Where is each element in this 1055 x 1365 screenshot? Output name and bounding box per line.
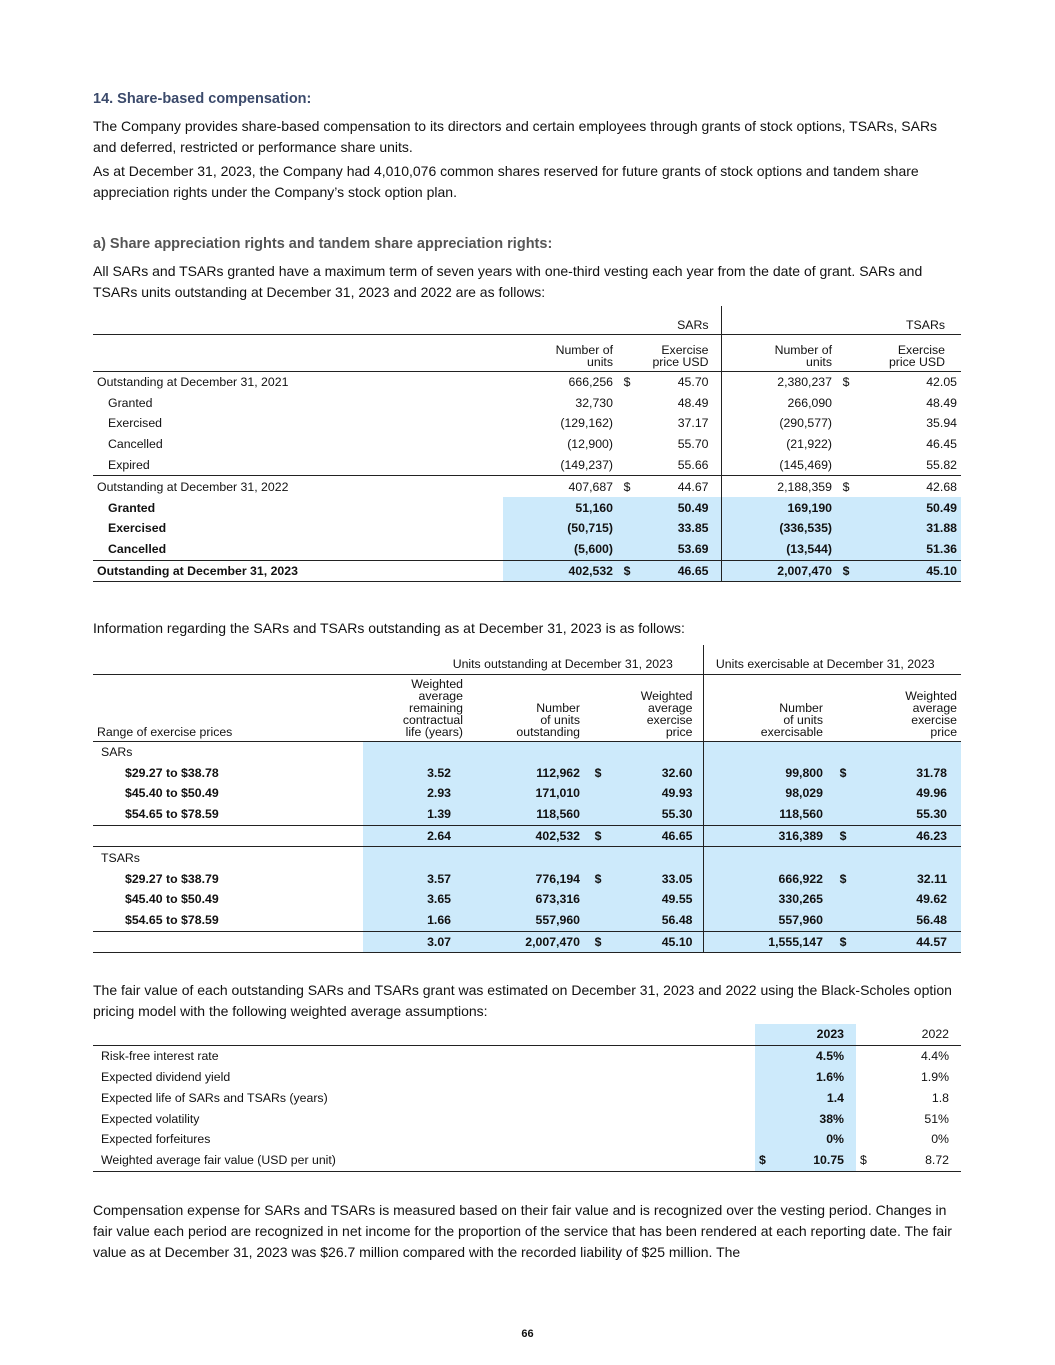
table-row xyxy=(93,392,961,413)
table-row xyxy=(93,762,961,783)
value-2022: 4.4% xyxy=(920,1049,949,1064)
units-exercisable: 557,960 xyxy=(703,910,833,931)
sars-price: 37.17 xyxy=(677,416,709,431)
table-row xyxy=(93,476,961,497)
value-2022: 51% xyxy=(924,1111,949,1126)
intro-paragraph-1: The Company provides share-based compensation to its directors and certain employees through grants of stock options, TSARs, SARs and deferred, restricted or performance share units. xyxy=(93,118,938,155)
range-label: $29.27 to $38.79 xyxy=(125,871,219,886)
fair-value-paragraph: The fair value of each outstanding SARs and TSARs grant was estimated on December 31, 2023 and 2022 using the Black-Scholes option pricing model with the following weighted average assumptions: xyxy=(93,982,952,1019)
section-label: TSARs xyxy=(101,850,140,865)
dollar-sign xyxy=(588,910,608,931)
units-exercisable: 316,389 xyxy=(703,825,833,847)
sars-price: 33.85 xyxy=(637,518,721,539)
units-outstanding: 673,316 xyxy=(473,889,588,910)
dollar-sign xyxy=(833,910,853,931)
wap-outstanding-header: Weighted average exercise price xyxy=(608,674,703,741)
tsars-price: 42.05 xyxy=(926,374,957,389)
price-outstanding: 56.48 xyxy=(608,910,703,931)
tsars-units: 2,188,359 xyxy=(721,476,836,497)
sars-price: 44.67 xyxy=(637,476,721,497)
sars-price: 50.49 xyxy=(637,497,721,518)
sars-units: (5,600) xyxy=(503,539,617,560)
sars-price: 53.69 xyxy=(637,539,721,560)
units-exercisable-group-header: Units exercisable at December 31, 2023 xyxy=(703,645,961,674)
units-outstanding: 171,010 xyxy=(473,783,588,804)
outstanding-exercisable-table xyxy=(93,645,961,953)
dollar-sign xyxy=(588,889,608,910)
remaining-life: 1.66 xyxy=(363,910,473,931)
price-outstanding: 46.65 xyxy=(608,825,703,847)
units-outstanding: 402,532 xyxy=(473,825,588,847)
value-2023: 0% xyxy=(771,1129,856,1150)
tsars-dollar-sign xyxy=(836,434,856,455)
price-exercisable: 44.57 xyxy=(853,931,961,953)
assumption-label: Expected life of SARs and TSARs (years) xyxy=(101,1090,328,1105)
value-2022: 0% xyxy=(931,1132,949,1147)
units-outstanding: 112,962 xyxy=(473,762,588,783)
range-header: Range of exercise prices xyxy=(93,674,363,741)
table-row xyxy=(93,1067,961,1088)
sars-units: (50,715) xyxy=(503,518,617,539)
page-number: 66 xyxy=(521,1328,534,1340)
dollar-sign xyxy=(588,804,608,825)
dollar-sign xyxy=(833,889,853,910)
row-label: Outstanding at December 31, 2023 xyxy=(93,560,503,582)
row-label: Outstanding at December 31, 2021 xyxy=(97,374,289,389)
dollar-sign: $ xyxy=(588,868,608,889)
value-2022: 1.8 xyxy=(931,1090,949,1105)
value-2022: 1.9% xyxy=(920,1069,949,1084)
table-row xyxy=(93,1150,961,1171)
tsars-price: 46.45 xyxy=(926,437,957,452)
range-label: $29.27 to $38.78 xyxy=(125,765,219,780)
tsars-units: (21,922) xyxy=(721,434,836,455)
dollar-sign xyxy=(856,1129,871,1150)
tsars-units-header: Number of units xyxy=(721,334,836,371)
dollar-sign: $ xyxy=(588,825,608,847)
year-2022-header: 2022 xyxy=(871,1024,961,1045)
units-exercisable: 98,029 xyxy=(703,783,833,804)
price-outstanding: 49.93 xyxy=(608,783,703,804)
table-row xyxy=(93,455,961,476)
sars-price-header: Exercise price USD xyxy=(637,334,721,371)
price-exercisable: 49.62 xyxy=(853,889,961,910)
tsars-units: (13,544) xyxy=(721,539,836,560)
sars-units: 32,730 xyxy=(575,395,613,410)
table-row xyxy=(93,1087,961,1108)
table-row xyxy=(93,1108,961,1129)
value-2023: 10.75 xyxy=(771,1150,856,1171)
tsars-units: 169,190 xyxy=(721,497,836,518)
dollar-sign xyxy=(755,1067,771,1088)
tsars-dollar-sign: $ xyxy=(836,560,856,582)
dollar-sign xyxy=(588,783,608,804)
wap-exercisable-header: Weighted average exercise price xyxy=(853,674,961,741)
sars-price: 55.66 xyxy=(637,455,721,476)
row-label: Cancelled xyxy=(108,437,163,452)
units-outstanding-header: Number of units outstanding xyxy=(473,674,588,741)
units-exercisable-header: Number of units exercisable xyxy=(703,674,833,741)
assumption-label: Weighted average fair value (USD per unit) xyxy=(93,1150,755,1171)
row-label: Exercised xyxy=(108,416,162,431)
sars-units: (149,237) xyxy=(503,455,617,476)
subsection-heading: a) Share appreciation rights and tandem share appreciation rights: xyxy=(93,236,553,252)
dollar-sign: $ xyxy=(833,825,853,847)
total-label xyxy=(93,825,363,847)
sars-dollar-sign xyxy=(617,518,637,539)
section-heading: 14. Share-based compensation: xyxy=(93,91,312,107)
value-2023: 1.6% xyxy=(771,1067,856,1088)
sars-dollar-sign xyxy=(617,455,637,476)
units-outstanding: 118,560 xyxy=(473,804,588,825)
units-exercisable: 1,555,147 xyxy=(703,931,833,953)
total-row xyxy=(93,931,961,953)
price-outstanding: 49.55 xyxy=(608,889,703,910)
sars-dollar-sign: $ xyxy=(623,374,631,389)
sars-dollar-sign xyxy=(617,539,637,560)
section-row xyxy=(93,847,961,868)
units-outstanding: 557,960 xyxy=(473,910,588,931)
assumption-label: Risk-free interest rate xyxy=(101,1049,219,1064)
units-exercisable: 118,560 xyxy=(703,804,833,825)
sars-dollar-sign xyxy=(617,497,637,518)
tsars-price-header: Exercise price USD xyxy=(856,334,961,371)
price-outstanding: 55.30 xyxy=(608,804,703,825)
sars-units-header: Number of units xyxy=(503,334,617,371)
assumption-label: Expected forfeitures xyxy=(101,1132,211,1147)
table-row xyxy=(93,804,961,825)
tsars-price: 50.49 xyxy=(856,497,961,518)
tsars-units: 2,380,237 xyxy=(721,371,836,392)
sars-units: 666,256 xyxy=(568,374,613,389)
table-row xyxy=(93,518,961,539)
sars-dollar-sign: $ xyxy=(617,476,637,497)
units-exercisable: 666,922 xyxy=(703,868,833,889)
tsars-price: 55.82 xyxy=(856,455,961,476)
row-label: Granted xyxy=(108,500,156,515)
dollar-sign xyxy=(856,1045,871,1066)
tsars-units: (290,577) xyxy=(721,413,836,434)
value-2023: 4.5% xyxy=(771,1045,856,1066)
info-paragraph: Information regarding the SARs and TSARs outstanding as at December 31, 2023 is as follows: xyxy=(93,620,685,636)
units-exercisable: 99,800 xyxy=(703,762,833,783)
price-exercisable: 49.96 xyxy=(853,783,961,804)
compensation-paragraph: Compensation expense for SARs and TSARs is measured based on their fair value and is recognized over the vesting period. Changes in fair value each period are recognized in net income for the proportion of the service that has been rendered at each reporting date. The fair value as at December 31, 2023 was $26.7 million compared with the recorded liability of $25 million. The xyxy=(93,1202,952,1260)
range-label: $54.65 to $78.59 xyxy=(125,913,219,928)
row-label: Cancelled xyxy=(93,539,503,560)
dollar-sign xyxy=(755,1129,771,1150)
subsection-paragraph: All SARs and TSARs granted have a maximum term of seven years with one-third vesting each year from the date of grant. SARs and TSARs units outstanding at December 31, 2023 and 2022 are as follows: xyxy=(93,263,923,300)
sars-price: 45.70 xyxy=(677,374,709,389)
section-row xyxy=(93,741,961,762)
dollar-sign xyxy=(856,1087,871,1108)
remaining-life: 2.93 xyxy=(363,783,473,804)
table-row xyxy=(93,434,961,455)
sars-dollar-sign xyxy=(617,392,637,413)
sars-dollar-sign xyxy=(617,434,637,455)
table-row xyxy=(93,783,961,804)
tsars-units: 2,007,470 xyxy=(721,560,836,582)
tsars-dollar-sign xyxy=(836,413,856,434)
range-label: $54.65 to $78.59 xyxy=(125,807,219,822)
tsars-units: 266,090 xyxy=(721,392,836,413)
table-row xyxy=(93,371,961,392)
dollar-sign xyxy=(856,1067,871,1088)
tsars-dollar-sign xyxy=(836,455,856,476)
sars-units: (129,162) xyxy=(560,416,613,431)
dollar-sign: $ xyxy=(588,762,608,783)
units-outstanding-group-header: Units outstanding at December 31, 2023 xyxy=(363,645,703,674)
sars-group-header: SARs xyxy=(637,306,721,334)
tsars-group-header: TSARs xyxy=(856,306,961,334)
sars-dollar-sign xyxy=(617,413,637,434)
sars-price: 48.49 xyxy=(677,395,709,410)
total-row xyxy=(93,825,961,847)
sars-price: 55.70 xyxy=(677,437,709,452)
row-label: Granted xyxy=(108,395,153,410)
table-row xyxy=(93,1129,961,1150)
units-exercisable: 330,265 xyxy=(703,889,833,910)
tsars-units: (336,535) xyxy=(721,518,836,539)
price-exercisable: 32.11 xyxy=(853,868,961,889)
dollar-sign: $ xyxy=(588,931,608,953)
price-outstanding: 45.10 xyxy=(608,931,703,953)
assumptions-table xyxy=(93,1024,961,1172)
intro-paragraph-2: As at December 31, 2023, the Company had 4,010,076 common shares reserved for future grants of stock options and tandem share appreciation rights under the Company’s stock option plan. xyxy=(93,163,919,200)
units-outstanding: 2,007,470 xyxy=(473,931,588,953)
tsars-dollar-sign: $ xyxy=(836,476,856,497)
dollar-sign: $ xyxy=(833,868,853,889)
units-outstanding: 776,194 xyxy=(473,868,588,889)
price-exercisable: 31.78 xyxy=(853,762,961,783)
tsars-units: (145,469) xyxy=(721,455,836,476)
tsars-price: 35.94 xyxy=(926,416,957,431)
tsars-dollar-sign xyxy=(836,539,856,560)
row-label: Outstanding at December 31, 2022 xyxy=(93,476,503,497)
dollar-sign xyxy=(755,1087,771,1108)
tsars-price: 31.88 xyxy=(856,518,961,539)
price-exercisable: 46.23 xyxy=(853,825,961,847)
price-exercisable: 56.48 xyxy=(853,910,961,931)
dollar-sign: $ xyxy=(856,1150,871,1171)
table-row xyxy=(93,497,961,518)
year-2023-header: 2023 xyxy=(771,1024,856,1045)
dollar-sign xyxy=(755,1108,771,1129)
tsars-price: 51.36 xyxy=(856,539,961,560)
table-row xyxy=(93,868,961,889)
tsars-dollar-sign xyxy=(836,497,856,518)
dollar-sign xyxy=(833,804,853,825)
table-row xyxy=(93,1045,961,1066)
table-row xyxy=(93,560,961,582)
sars-units: 407,687 xyxy=(503,476,617,497)
sars-units: (12,900) xyxy=(567,437,613,452)
assumption-label: Expected dividend yield xyxy=(101,1069,231,1084)
row-label: Expired xyxy=(93,455,503,476)
value-2023: 38% xyxy=(771,1108,856,1129)
remaining-life: 1.39 xyxy=(363,804,473,825)
table-row xyxy=(93,889,961,910)
sars-price: 46.65 xyxy=(637,560,721,582)
table-row xyxy=(93,539,961,560)
table-row xyxy=(93,413,961,434)
remaining-life: 3.57 xyxy=(363,868,473,889)
section-label: SARs xyxy=(101,744,133,759)
remaining-life: 3.07 xyxy=(363,931,473,953)
sars-tsars-continuity-table xyxy=(93,306,961,582)
remaining-life: 2.64 xyxy=(363,825,473,847)
dollar-sign xyxy=(856,1108,871,1129)
assumption-label: Expected volatility xyxy=(101,1111,200,1126)
tsars-dollar-sign xyxy=(836,518,856,539)
price-exercisable: 55.30 xyxy=(853,804,961,825)
tsars-price: 48.49 xyxy=(926,395,957,410)
sars-dollar-sign: $ xyxy=(617,560,637,582)
dollar-sign: $ xyxy=(833,762,853,783)
range-label: $45.40 to $50.49 xyxy=(125,786,219,801)
tsars-price: 45.10 xyxy=(856,560,961,582)
value-2023: 1.4 xyxy=(771,1087,856,1108)
sars-units: 51,160 xyxy=(503,497,617,518)
table-row xyxy=(93,910,961,931)
value-2022: 8.72 xyxy=(871,1150,961,1171)
price-outstanding: 32.60 xyxy=(608,762,703,783)
dollar-sign xyxy=(833,783,853,804)
tsars-price: 42.68 xyxy=(856,476,961,497)
tsars-dollar-sign xyxy=(836,392,856,413)
sars-units: 402,532 xyxy=(503,560,617,582)
range-label: $45.40 to $50.49 xyxy=(125,892,219,907)
remaining-life: 3.65 xyxy=(363,889,473,910)
tsars-dollar-sign: $ xyxy=(842,374,850,389)
dollar-sign: $ xyxy=(755,1150,771,1171)
row-label: Exercised xyxy=(108,521,167,536)
price-outstanding: 33.05 xyxy=(608,868,703,889)
total-label xyxy=(93,931,363,953)
remaining-life: 3.52 xyxy=(363,762,473,783)
dollar-sign xyxy=(755,1045,771,1066)
life-header: Weighted average remaining contractual life (years) xyxy=(363,674,473,741)
dollar-sign: $ xyxy=(833,931,853,953)
